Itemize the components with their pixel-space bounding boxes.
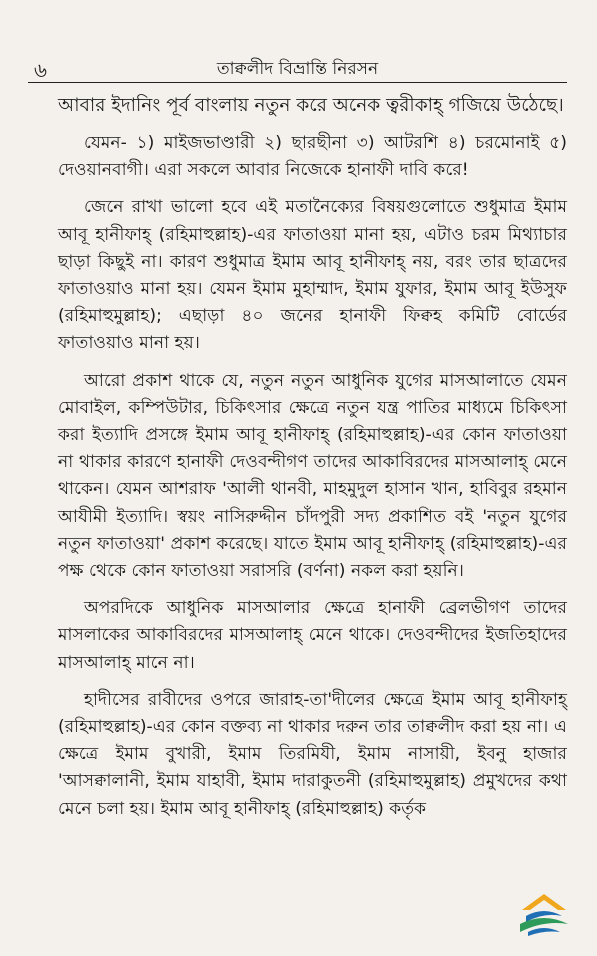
paragraph-6: হাদীসের রাবীদের ওপরে জারাহ-তা'দীলের ক্ষেত্রে ইমাম আবূ হানীফাহ্ (রহিমাহুল্লাহ)-এর কোন বক্তব্য না থাকার দরুন তার তাক্বলীদ করা হয় না। এ ক্ষেত্রে ইমাম বুখারী, ইমাম তিরমিযী, ইমাম নাসায়ী, ইবনু হাজার 'আসক্বালানী, ইমাম যাহাবী, ইমাম দারাকুতনী (রহিমাহুমুল্লাহ) প্রমুখদের কথা মেনে চলা হয়। ইমাম আবূ হানীফাহ্ (রহিমাহুল্লাহ) কর্তৃক — [58, 689, 567, 819]
publisher-logo-icon — [514, 888, 574, 938]
paragraph-4: আরো প্রকাশ থাকে যে, নতুন নতুন আধুনিক যুগের মাসআলাতে যেমন মোবাইল, কম্পিউটার, চিকিৎসার ক্ষেত্রে নতুন যন্ত্র পাতির মাধ্যমে চিকিৎসা করা ইত্যাদি প্রসঙ্গে ইমাম আবূ হানীফাহ্ (রহিমাহুল্লাহ)-এর কোন ফাতাওয়া না থাকার কারণে হানাফী দেওবন্দীগণ তাদের আকাবিরদের মাসআলাহ্ মেনে থাকেন। যেমন আশরাফ 'আলী থানবী, মাহমুদুল হাসান খান, হাবিবুর রহমান আযীমী ইত্যাদি। স্বয়ং নাসিরুদ্দীন চাঁদপুরী সদ্য প্রকাশিত বই 'নতুন যুগের নতুন ফাতাওয়া' প্রকাশ করেছে। যাতে ইমাম আবূ হানীফাহ্ (রহিমাহুল্লাহ)-এর পক্ষ থেকে কোন ফাতাওয়া সরাসরি (বর্ণনা) নকল করা হয়নি। — [58, 370, 567, 582]
paragraph-1: আবার ইদানিং পূর্ব বাংলায় নতুন করে অনেক ত্বরীকাহ্ গজিয়ে উঠেছে। — [58, 95, 564, 116]
page-header — [28, 52, 567, 83]
running-title: তাক্বলীদ বিভ্রান্তি নিরসন — [216, 59, 379, 79]
paragraph-3: জেনে রাখা ভালো হবে এই মতানৈক্যের বিষয়গুলোতে শুধুমাত্র ইমাম আবূ হানীফাহ্ (রহিমাহুল্লাহ)-এর ফাতাওয়া মানা হয়, এটাও চরম মিথ্যাচার ছাড়া কিছুই না। কারণ শুধুমাত্র ইমাম আবূ হানীফাহ্ নয়, বরং তার ছাত্রদের ফাতাওয়াও মানা হয়। যেমন ইমাম মুহাম্মাদ, ইমাম যুফার, ইমাম আবূ ইউসুফ (রহিমাহুমুল্লাহ); এছাড়া ৪০ জনের হানাফী ফিক্বহ কমিটি বোর্ডের ফাতাওয়াও মানা হয়। — [58, 197, 567, 354]
paragraph-2: যেমন- ১) মাইজভাণ্ডারী ২) ছারছীনা ৩) আটরশি ৪) চরমোনাই ৫) দেওয়ানবাগী। এরা সকলে আবার নিজেকে হানাফী দাবি করে! — [58, 133, 567, 181]
page-number: ৬ — [34, 58, 48, 82]
body-text — [58, 92, 567, 833]
paragraph-5: অপরদিকে আধুনিক মাসআলার ক্ষেত্রে হানাফী ব্রেলভীগণ তাদের মাসলাকের আকাবিরদের মাসআলাহ্ মেনে থাকে। দেওবন্দীদের ইজতিহাদের মাসআলাহ্ মানে না। — [58, 598, 567, 673]
